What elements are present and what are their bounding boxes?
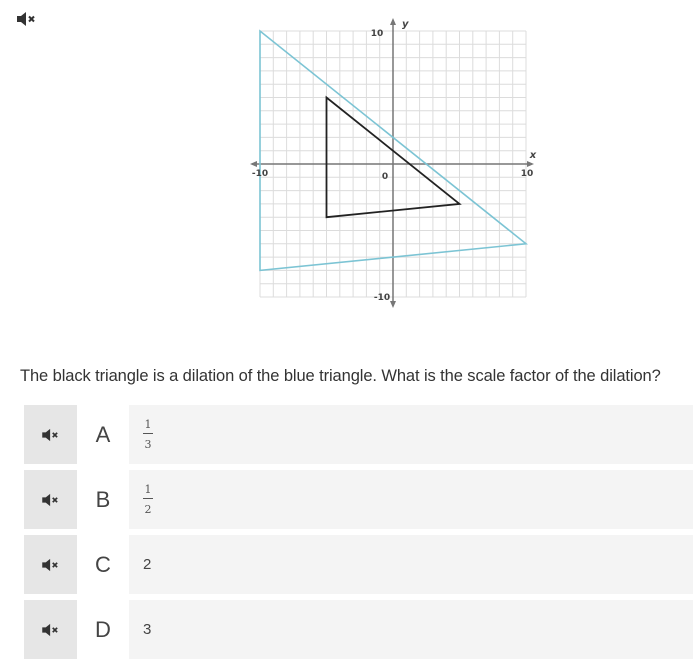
- axes: [250, 18, 534, 308]
- y-min-label: -10: [373, 293, 391, 303]
- x-axis-label: x: [529, 150, 537, 161]
- speaker-muted-icon: [41, 623, 61, 637]
- speaker-muted-icon: [16, 11, 38, 27]
- origin-label: 0: [381, 172, 389, 182]
- x-min-label: -10: [251, 169, 269, 179]
- choice-letter: B: [77, 470, 129, 529]
- choice-a-audio-button[interactable]: [24, 405, 77, 464]
- speaker-muted-icon: [41, 428, 61, 442]
- choice-number: 3: [143, 621, 152, 638]
- y-axis-up-arrow-icon: [390, 18, 396, 25]
- y-axis-down-arrow-icon: [390, 301, 396, 308]
- denominator: 2: [144, 503, 152, 516]
- choice-c[interactable]: [24, 535, 693, 594]
- y-axis-label: y: [402, 19, 409, 30]
- numerator: 1: [144, 418, 152, 431]
- fraction: [143, 484, 153, 515]
- choice-letter: A: [77, 405, 129, 464]
- choice-value: [129, 600, 693, 659]
- choice-value: [129, 405, 693, 464]
- choice-number: 2: [143, 556, 152, 573]
- question-text: The black triangle is a dilation of the blue triangle. What is the scale factor of the dilation?: [20, 367, 661, 385]
- x-axis-left-arrow-icon: [250, 161, 257, 167]
- choice-a[interactable]: [24, 405, 693, 464]
- graph-canvas: [240, 10, 540, 310]
- choice-b-audio-button[interactable]: [24, 470, 77, 529]
- numerator: 1: [144, 483, 152, 496]
- fraction: [143, 419, 153, 450]
- choice-value: [129, 470, 693, 529]
- denominator: 3: [144, 438, 152, 451]
- x-max-label: 10: [520, 169, 534, 179]
- y-max-label: 10: [370, 29, 384, 39]
- choice-b[interactable]: [24, 470, 693, 529]
- speaker-muted-icon: [41, 558, 61, 572]
- read-aloud-button[interactable]: [14, 8, 40, 30]
- choice-d-audio-button[interactable]: [24, 600, 77, 659]
- choice-value: [129, 535, 693, 594]
- choice-c-audio-button[interactable]: [24, 535, 77, 594]
- choice-letter: C: [77, 535, 129, 594]
- choice-letter: D: [77, 600, 129, 659]
- coordinate-graph: [240, 10, 540, 310]
- speaker-muted-icon: [41, 493, 61, 507]
- answer-choices: [24, 405, 693, 665]
- choice-d[interactable]: [24, 600, 693, 659]
- x-axis-right-arrow-icon: [527, 161, 534, 167]
